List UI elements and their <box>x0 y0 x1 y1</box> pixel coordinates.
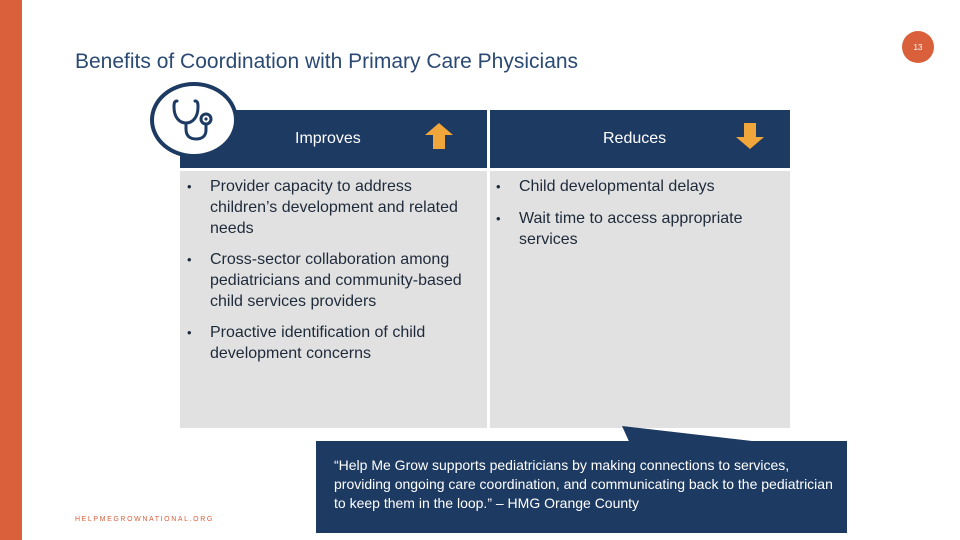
list-item: • Provider capacity to address children’s development and related needs <box>210 176 480 239</box>
reduces-cell <box>490 171 790 428</box>
improves-list <box>210 176 480 374</box>
list-item: • Wait time to access appropriate services <box>519 208 784 250</box>
table-header-row <box>180 110 790 168</box>
list-item: • Child developmental delays <box>519 176 784 197</box>
quote-text: “Help Me Grow supports pediatricians by making connections to services, providing ongoing care coordination, and communicating back to the pediatrician to keep them in the loop.” – HMG Orange County <box>334 457 833 511</box>
quote-callout <box>316 441 847 533</box>
arrow-up-icon <box>425 123 453 149</box>
page-number-badge <box>902 31 934 63</box>
reduces-heading: Reduces <box>603 130 667 147</box>
reduces-list <box>519 176 784 261</box>
improves-cell <box>180 171 487 428</box>
stethoscope-badge <box>150 82 238 158</box>
reduces-header <box>490 110 790 168</box>
improves-heading: Improves <box>295 130 361 147</box>
left-accent-bar <box>0 0 22 540</box>
stethoscope-icon <box>171 98 217 142</box>
arrow-down-icon <box>736 123 764 149</box>
footer-url: HELPMEGROWNATIONAL.ORG <box>75 516 214 523</box>
list-item: • Cross-sector collaboration among pediatricians and community-based child services providers <box>210 249 480 312</box>
slide-title: Benefits of Coordination with Primary Care Physicians <box>75 50 579 73</box>
list-item: • Proactive identification of child development concerns <box>210 322 480 364</box>
page-number: 13 <box>913 42 923 52</box>
